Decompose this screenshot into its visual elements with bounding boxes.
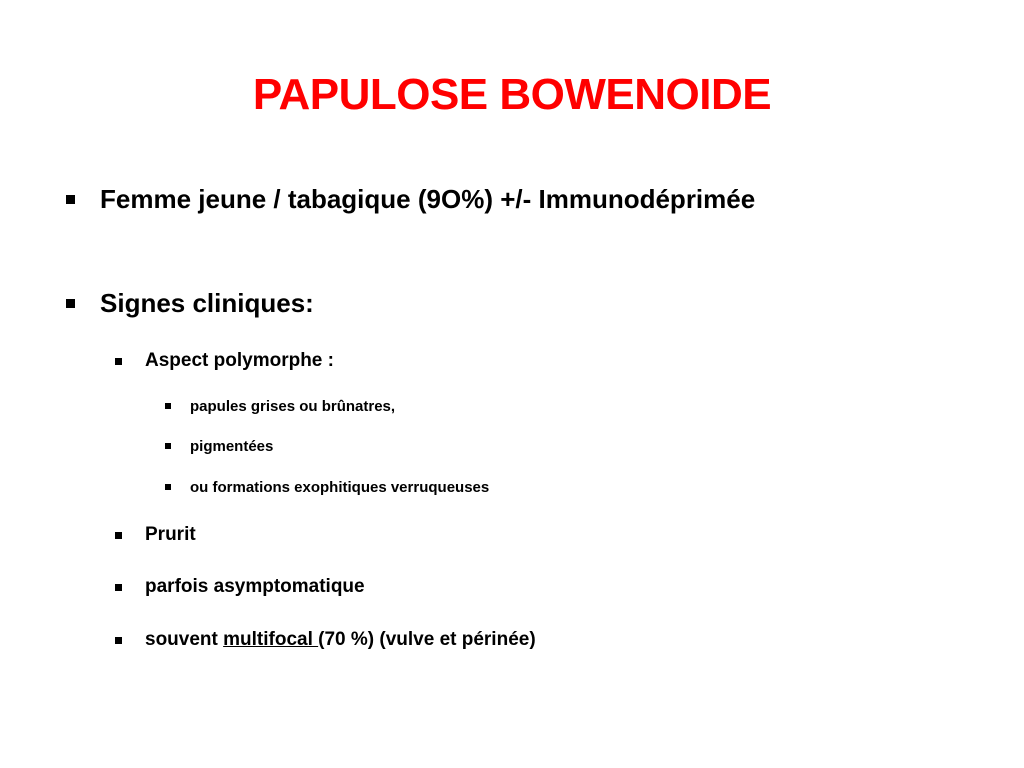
bullet-text: Signes cliniques: [100,287,314,318]
square-bullet-icon [165,484,171,490]
square-bullet-icon [115,637,122,644]
bullet-item-asymptomatic [115,573,365,601]
bullet-item-aspect [115,347,334,375]
bullet-item-formations [165,476,489,498]
text-segment: souvent [145,629,224,650]
bullet-text: parfois asymptomatique [145,576,365,597]
square-bullet-icon [66,195,75,204]
underlined-term: multifocal [223,629,319,650]
slide-title: PAPULOSE BOWENOIDE [252,70,772,119]
bullet-item-pigmented [165,435,273,457]
bullet-text [145,629,536,651]
bullet-item-prurit [115,521,196,549]
square-bullet-icon [115,532,122,539]
square-bullet-icon [115,584,122,591]
bullet-text: Femme jeune / tabagique (9O%) +/- Immunodéprimée [100,183,756,214]
square-bullet-icon [165,443,171,449]
square-bullet-icon [165,403,171,409]
bullet-item-multifocal [115,626,536,654]
bullet-text: ou formations exophitiques verruqueuses [190,478,490,496]
bullet-item-profile [66,181,755,217]
bullet-text: Aspect polymorphe : [145,350,334,371]
text-segment: (70 %) (vulve et périnée) [318,629,536,650]
bullet-item-papules [165,395,395,417]
bullet-text: pigmentées [190,437,274,455]
bullet-text: papules grises ou brûnatres, [190,397,396,415]
square-bullet-icon [66,299,75,308]
square-bullet-icon [115,358,122,365]
bullet-text: Prurit [145,524,196,545]
bullet-item-clinical-signs [66,285,314,321]
